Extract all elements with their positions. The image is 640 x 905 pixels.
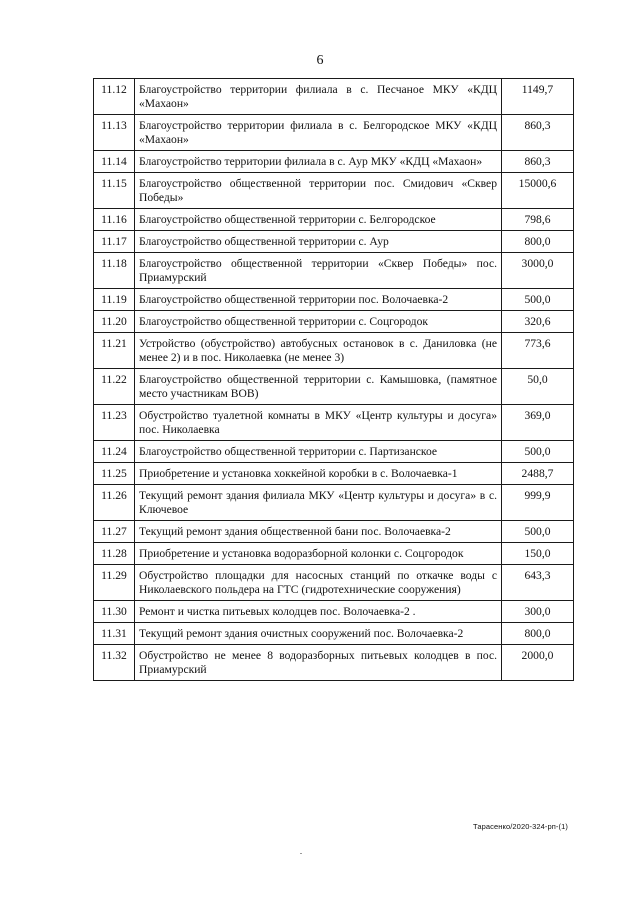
- item-description-cell: Благоустройство территории филиала в с. Песчаное МКУ «КДЦ «Махаон»: [135, 79, 502, 115]
- table-row: [94, 253, 574, 289]
- item-amount-cell: 773,6: [502, 333, 574, 369]
- table-row: [94, 565, 574, 601]
- table-row: [94, 463, 574, 485]
- item-description-cell: Ремонт и чистка питьевых колодцев пос. Волочаевка-2 .: [135, 601, 502, 623]
- item-number-cell: 11.21: [94, 333, 135, 369]
- item-description-cell: Обустройство туалетной комнаты в МКУ «Центр культуры и досуга» пос. Николаевка: [135, 405, 502, 441]
- item-amount-cell: 500,0: [502, 441, 574, 463]
- table-row: [94, 151, 574, 173]
- item-description-cell: Благоустройство общественной территории «Сквер Победы» пос. Приамурский: [135, 253, 502, 289]
- item-description-cell: Благоустройство территории филиала в с. Белгородское МКУ «КДЦ «Махаон»: [135, 115, 502, 151]
- item-amount-cell: 860,3: [502, 115, 574, 151]
- item-number-cell: 11.28: [94, 543, 135, 565]
- item-number-cell: 11.26: [94, 485, 135, 521]
- item-number-cell: 11.25: [94, 463, 135, 485]
- item-number-cell: 11.32: [94, 645, 135, 681]
- item-amount-cell: 2000,0: [502, 645, 574, 681]
- item-description-cell: Приобретение и установка хоккейной коробки в с. Волочаевка-1: [135, 463, 502, 485]
- page-number: 6: [316, 53, 324, 68]
- item-description-cell: Благоустройство общественной территории пос. Волочаевка-2: [135, 289, 502, 311]
- table-row: [94, 79, 574, 115]
- item-amount-cell: 999,9: [502, 485, 574, 521]
- item-amount-cell: 150,0: [502, 543, 574, 565]
- item-amount-cell: 798,6: [502, 209, 574, 231]
- table-row: [94, 521, 574, 543]
- item-number-cell: 11.19: [94, 289, 135, 311]
- table-row: [94, 333, 574, 369]
- item-number-cell: 11.22: [94, 369, 135, 405]
- item-number-cell: 11.24: [94, 441, 135, 463]
- table-row: [94, 115, 574, 151]
- table-body: [94, 79, 574, 681]
- table-row: [94, 173, 574, 209]
- item-amount-cell: 2488,7: [502, 463, 574, 485]
- scan-dot: [300, 853, 302, 854]
- item-amount-cell: 369,0: [502, 405, 574, 441]
- table-row: [94, 209, 574, 231]
- table-row: [94, 623, 574, 645]
- table-row: [94, 645, 574, 681]
- table-row: [94, 289, 574, 311]
- item-amount-cell: 320,6: [502, 311, 574, 333]
- table-row: [94, 543, 574, 565]
- item-description-cell: Текущий ремонт здания филиала МКУ «Центр культуры и досуга» в с. Ключевое: [135, 485, 502, 521]
- item-amount-cell: 500,0: [502, 289, 574, 311]
- item-description-cell: Благоустройство общественной территории с. Аур: [135, 231, 502, 253]
- item-description-cell: Обустройство не менее 8 водоразборных питьевых колодцев в пос. Приамурский: [135, 645, 502, 681]
- item-number-cell: 11.14: [94, 151, 135, 173]
- item-amount-cell: 800,0: [502, 231, 574, 253]
- item-description-cell: Текущий ремонт здания общественной бани пос. Волочаевка-2: [135, 521, 502, 543]
- table-row: [94, 441, 574, 463]
- budget-table: [93, 78, 574, 681]
- item-description-cell: Благоустройство территории филиала в с. Аур МКУ «КДЦ «Махаон»: [135, 151, 502, 173]
- footer-document-code: Тарасенко/2020-324-рп-(1): [472, 822, 568, 831]
- item-description-cell: Благоустройство общественной территории с. Партизанское: [135, 441, 502, 463]
- item-number-cell: 11.29: [94, 565, 135, 601]
- item-amount-cell: 50,0: [502, 369, 574, 405]
- item-description-cell: Благоустройство общественной территории с. Белгородское: [135, 209, 502, 231]
- item-number-cell: 11.23: [94, 405, 135, 441]
- table-row: [94, 311, 574, 333]
- item-number-cell: 11.18: [94, 253, 135, 289]
- item-number-cell: 11.17: [94, 231, 135, 253]
- table-row: [94, 369, 574, 405]
- item-amount-cell: 500,0: [502, 521, 574, 543]
- item-amount-cell: 300,0: [502, 601, 574, 623]
- item-number-cell: 11.12: [94, 79, 135, 115]
- item-description-cell: Устройство (обустройство) автобусных остановок в с. Даниловка (не менее 2) и в пос. Николаевка (не менее 3): [135, 333, 502, 369]
- item-description-cell: Благоустройство общественной территории с. Соцгородок: [135, 311, 502, 333]
- item-description-cell: Благоустройство общественной территории пос. Смидович «Сквер Победы»: [135, 173, 502, 209]
- item-amount-cell: 1149,7: [502, 79, 574, 115]
- table-row: [94, 231, 574, 253]
- item-number-cell: 11.27: [94, 521, 135, 543]
- item-number-cell: 11.13: [94, 115, 135, 151]
- item-amount-cell: 3000,0: [502, 253, 574, 289]
- item-description-cell: Обустройство площадки для насосных станций по откачке воды с Николаевского польдера на ГТС (гидротехнические сооружения): [135, 565, 502, 601]
- item-amount-cell: 800,0: [502, 623, 574, 645]
- item-number-cell: 11.20: [94, 311, 135, 333]
- item-description-cell: Текущий ремонт здания очистных сооружений пос. Волочаевка-2: [135, 623, 502, 645]
- item-amount-cell: 15000,6: [502, 173, 574, 209]
- table-row: [94, 485, 574, 521]
- item-amount-cell: 643,3: [502, 565, 574, 601]
- item-number-cell: 11.16: [94, 209, 135, 231]
- item-number-cell: 11.30: [94, 601, 135, 623]
- item-number-cell: 11.31: [94, 623, 135, 645]
- item-description-cell: Приобретение и установка водоразборной колонки с. Соцгородок: [135, 543, 502, 565]
- table-row: [94, 601, 574, 623]
- item-description-cell: Благоустройство общественной территории с. Камышовка, (памятное место участникам ВОВ): [135, 369, 502, 405]
- item-number-cell: 11.15: [94, 173, 135, 209]
- item-amount-cell: 860,3: [502, 151, 574, 173]
- table-row: [94, 405, 574, 441]
